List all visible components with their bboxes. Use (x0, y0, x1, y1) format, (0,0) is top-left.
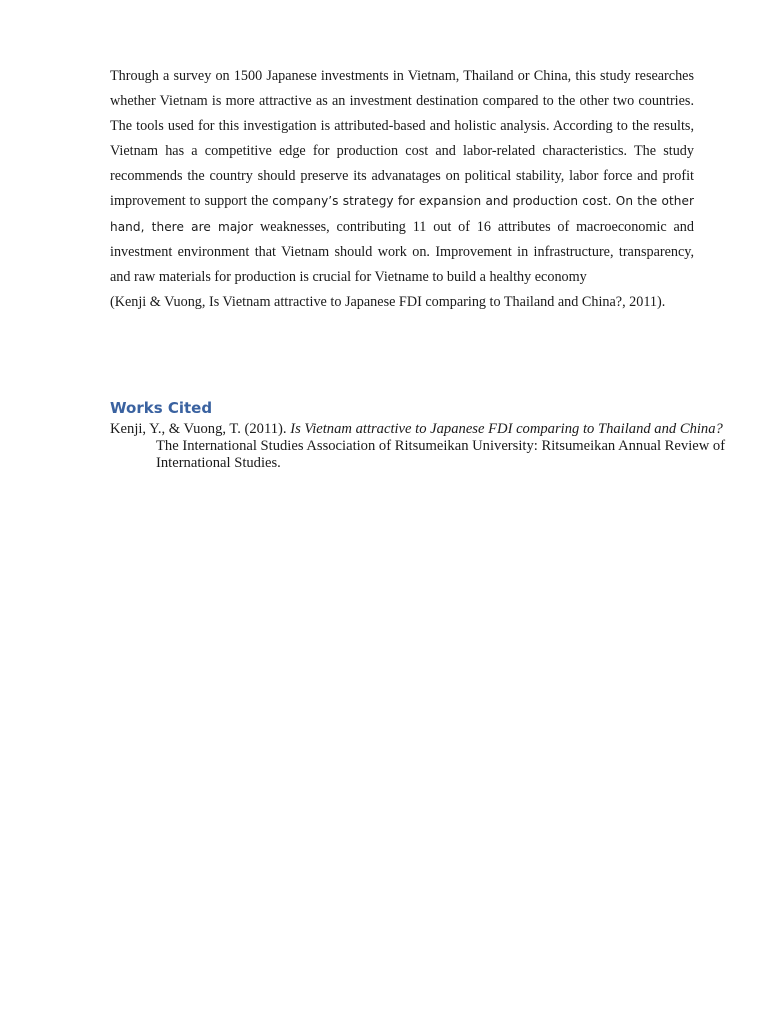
body-text (110, 64, 694, 315)
inline-citation: (Kenji & Vuong, Is Vietnam attractive to Japanese FDI comparing to Thailand and China?, 2011). (110, 293, 666, 310)
summary-text-part-3: weaknesses, contributing 11 out of 16 attributes of macroeconomic and investment environment that Vietnam should work on. Improvement in infrastructure, transparency, and raw materials for production is crucial for Vietname to build a healthy economy (110, 218, 694, 285)
summary-paragraph (110, 64, 694, 290)
summary-text-part-1: Through a survey on 1500 Japanese investments in Vietnam, Thailand or China, this study researches whether Vietnam is more attractive as an investment destination compared to the other two countries. The tools used for this investigation is attributed-based and holistic analysis. According to the results, Vietnam has a competitive edge for production cost and labor-related characteristics. The study recommends the country should preserve its advanatages on political stability, labor force and profit improvement to support the (110, 68, 694, 210)
works-cited-entry (110, 421, 742, 472)
works-cited-heading: Works Cited (110, 399, 213, 417)
citation-authors: Kenji, Y., & Vuong, T. (2011). (110, 421, 291, 437)
summary-text-part-2: company’s strategy for expansion and production cost. On the other hand, there are major (110, 194, 694, 234)
citation-title: Is Vietnam attractive to Japanese FDI comparing to Thailand and China? (290, 421, 723, 437)
citation-publisher: The International Studies Association of Ritsumeikan University: Ritsumeikan Annual Review of International Studies. (156, 438, 726, 471)
